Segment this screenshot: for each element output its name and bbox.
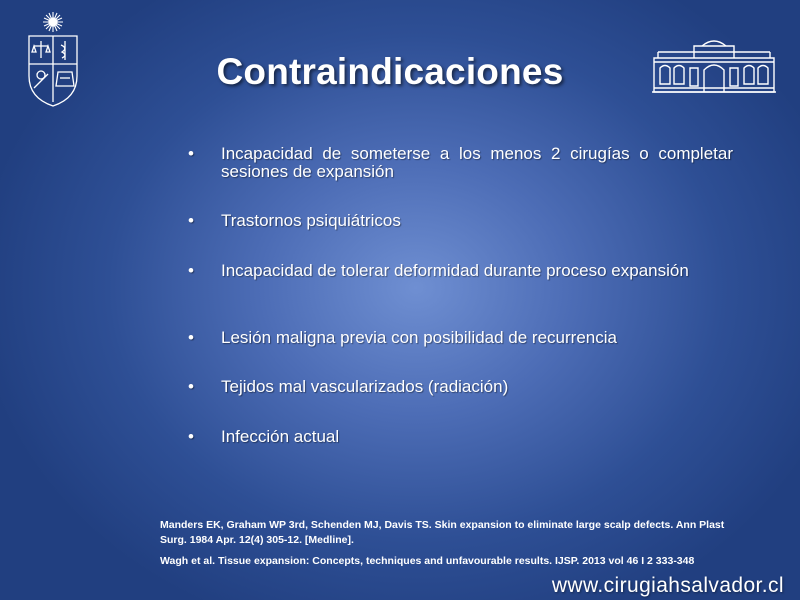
slide-title: Contraindicaciones	[216, 51, 564, 92]
references	[160, 518, 760, 569]
bullet-dot: •	[188, 144, 194, 163]
website-url: www.cirugiahsalvador.cl	[551, 574, 784, 597]
bullet-dot: •	[188, 328, 194, 347]
bullet-item	[188, 329, 733, 347]
bullet-text: Incapacidad de someterse a los menos 2 cirugías o completar sesiones de expansión	[221, 144, 733, 181]
bullet-dot: •	[188, 211, 194, 230]
bullet-dot: •	[188, 377, 194, 396]
bullet-text: Trastornos psiquiátricos	[221, 211, 401, 230]
reference-wagh: Wagh et al. Tissue expansion: Concepts, techniques and unfavourable results. IJSP. 2013 vol 46 I 2 333-348	[160, 555, 695, 567]
bullet-item	[188, 212, 733, 230]
bullet-text: Infección actual	[221, 427, 340, 446]
bullet-item	[188, 145, 733, 181]
bullet-item	[188, 378, 733, 396]
bullet-dot: •	[188, 427, 194, 446]
bullet-text: Lesión maligna previa con posibilidad de recurrencia	[221, 328, 617, 347]
reference-manders-line2: Surg. 1984 Apr. 12(4) 305-12. [Medline].	[160, 534, 354, 546]
bullet-item	[188, 428, 733, 446]
bullet-text: Incapacidad de tolerar deformidad durante proceso expansión	[221, 261, 689, 280]
reference-manders-line1: Manders EK, Graham WP 3rd, Schenden MJ, Davis TS. Skin expansion to eliminate large scalp defects. Ann Plast	[160, 519, 725, 531]
bullet-item	[188, 262, 733, 280]
bullet-text: Tejidos mal vascularizados (radiación)	[221, 377, 509, 396]
bullet-dot: •	[188, 261, 194, 280]
